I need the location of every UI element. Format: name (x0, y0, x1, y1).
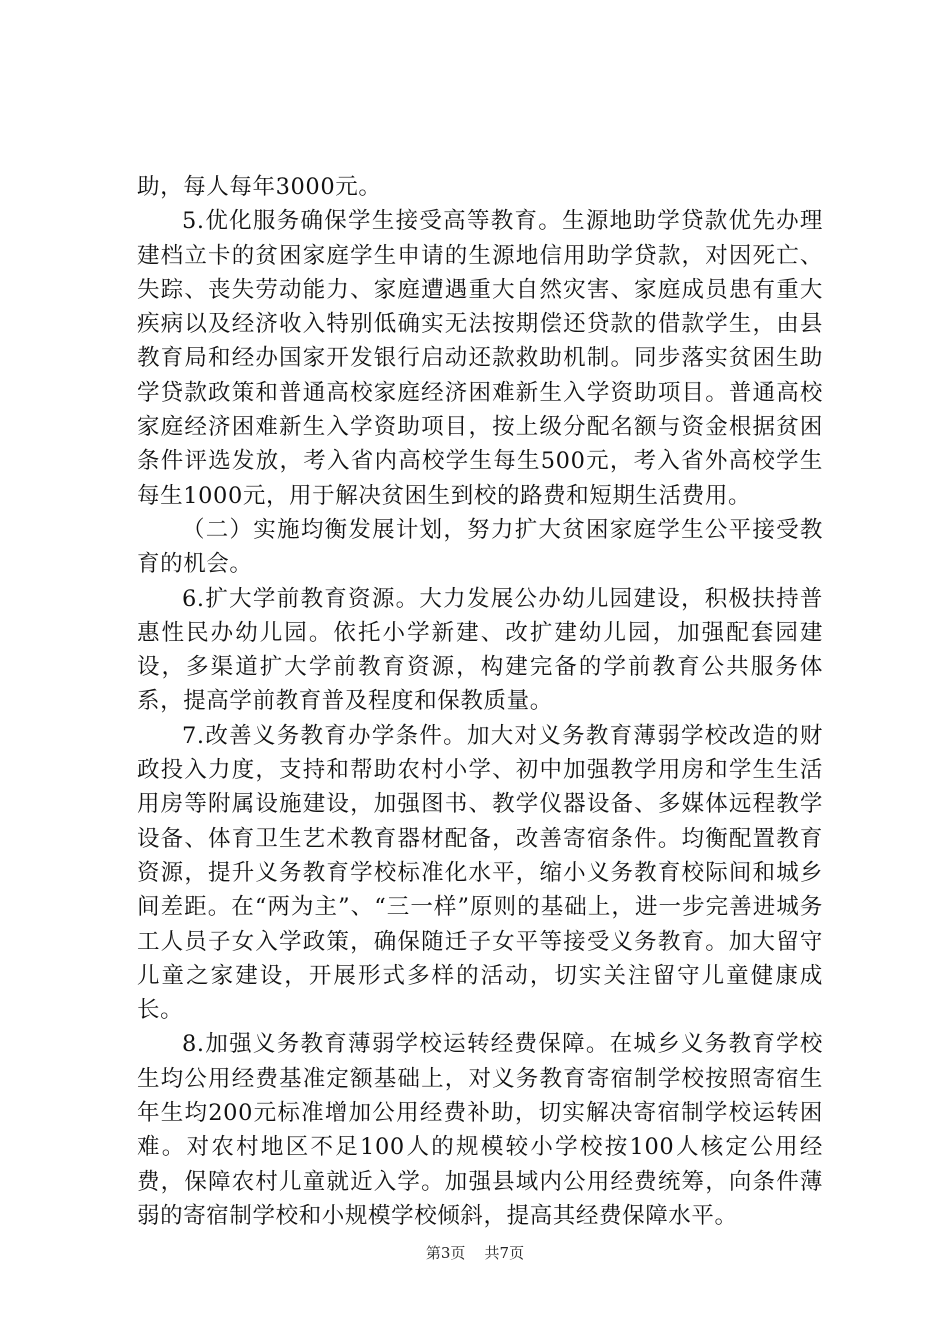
section-heading-2: （二）实施均衡发展计划，努力扩大贫困家庭学生公平接受教育的机会。 (137, 516, 823, 578)
page-number: 第3页 (425, 1244, 466, 1262)
paragraph-item-8: 8.加强义务教育薄弱学校运转经费保障。在城乡义务教育学校生均公用经费基准定额基础上，对义务教育寄宿制学校按照寄宿生年生均200元标准增加公用经费补助，切实解决寄宿制学校运转困难。对农村地区不足100人的规模较小学校按100人核定公用经费，保障农村儿童就近入学。加强县域内公用经费统筹，向条件薄弱的寄宿制学校和小规模学校倾斜，提高其经费保障水平。 (137, 1031, 823, 1229)
paragraph-continuation: 助，每人每年3000元。 (137, 174, 382, 200)
page-footer (0, 1243, 950, 1263)
paragraph-item-7: 7.改善义务教育办学条件。加大对义务教育薄弱学校改造的财政投入力度，支持和帮助农村小学、初中加强教学用房和学生生活用房等附属设施建设，加强图书、教学仪器设备、多媒体远程教学设备、体育卫生艺术教育器材配备，改善寄宿条件。均衡配置教育资源，提升义务教育学校标准化水平，缩小义务教育校际间和城乡间差距。在“两为主”、“三一样”原则的基础上，进一步完善进城务工人员子女入学政策，确保随迁子女平等接受义务教育。加大留守儿童之家建设，开展形式多样的活动，切实关注留守儿童健康成长。 (137, 722, 823, 1024)
document-body (137, 170, 823, 1233)
paragraph-item-6: 6.扩大学前教育资源。大力发展公办幼儿园建设，积极扶持普惠性民办幼儿园。依托小学新建、改扩建幼儿园，加强配套园建设，多渠道扩大学前教育资源，构建完备的学前教育公共服务体系，提高学前教育普及程度和保教质量。 (137, 585, 823, 715)
page-total: 共7页 (484, 1244, 525, 1262)
paragraph-item-5: 5.优化服务确保学生接受高等教育。生源地助学贷款优先办理建档立卡的贫困家庭学生申请的生源地信用助学贷款，对因死亡、失踪、丧失劳动能力、家庭遭遇重大自然灾害、家庭成员患有重大疾病以及经济收入特别低确实无法按期偿还贷款的借款学生，由县教育局和经办国家开发银行启动还款救助机制。同步落实贫困生助学贷款政策和普通高校家庭经济困难新生入学资助项目。普通高校家庭经济困难新生入学资助项目，按上级分配名额与资金根据贫困条件评选发放，考入省内高校学生每生500元，考入省外高校学生每生1000元，用于解决贫困生到校的路费和短期生活费用。 (137, 208, 823, 509)
